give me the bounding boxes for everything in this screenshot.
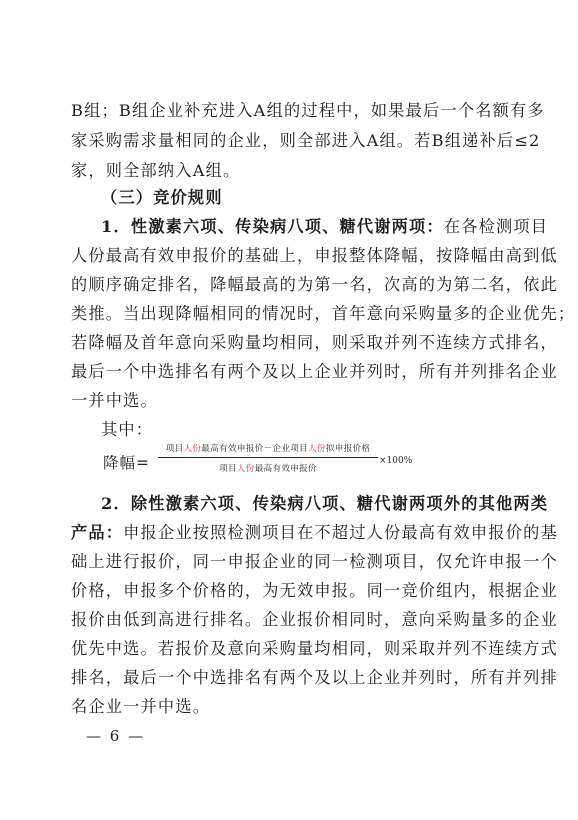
page-number: — 6 — [86, 727, 146, 745]
formula-label: 降幅= [103, 454, 150, 472]
formula-text: 最高有效申报价 [254, 464, 317, 474]
body-line: 名企业一并中选。 [71, 697, 211, 716]
body-line: 家，则全部纳入A组。 [71, 161, 241, 180]
formula-highlight: 人份 [308, 444, 326, 454]
body-line: 若降幅及首年意向采购量均相同，则采取并列不连续方式排名， [71, 333, 558, 352]
formula-highlight: 人份 [183, 444, 202, 454]
formula-text: 最高有效申报价－企业项目 [201, 444, 309, 454]
fraction-bar [158, 457, 378, 458]
body-line: 人份最高有效申报价的基础上，申报整体降幅，按降幅由高到低 [71, 246, 558, 265]
body-line: 报价由低到高进行排名。企业报价相同时，意向采购量多的企业 [71, 610, 558, 629]
body-line: 排名，最后一个中选排名有两个及以上企业并列时，所有并列排 [71, 668, 558, 687]
item-lead-text: 在各检测项目 [443, 217, 549, 236]
formula-text: 拟申报价格 [325, 444, 371, 454]
formula-highlight: 人份 [236, 464, 255, 474]
formula-denominator [158, 462, 378, 474]
section-heading: （三）竞价规则 [101, 188, 223, 207]
body-line: 价格，申报多个价格的，为无效申报。同一竞价组内，根据企业 [71, 581, 558, 600]
body-line: 最后一个中选排名有两个及以上企业并列时，所有并列排名企业 [71, 362, 558, 381]
qizhong-label: 其中： [101, 420, 154, 439]
body-line: 的顺序确定排名，降幅最高的为第一名，次高的为第二名，依此 [71, 275, 558, 294]
body-line: 家采购需求量相同的企业，则全部进入A组。若B组递补后≤2 [71, 131, 541, 150]
formula-multiplier: ×100% [379, 456, 413, 466]
body-line: B组；B组企业补充进入A组的过程中，如果最后一个名额有多 [71, 101, 545, 120]
formula-numerator [158, 442, 378, 454]
formula-fraction [158, 442, 378, 474]
item-lead-bold: 产品： [71, 523, 124, 542]
formula-text: 项目 [219, 464, 237, 474]
item-lead-text: 申报企业按照检测项目在不超过人份最高有效申报价的基 [123, 523, 558, 542]
body-line: 优先中选。若报价及意向采购量均相同，则采取并列不连续方式 [71, 639, 558, 658]
formula-text: 项目 [165, 444, 184, 454]
body-line: 础上进行报价，同一申报企业的同一检测项目，仅允许申报一个 [71, 552, 558, 571]
item-heading: 2．除性激素六项、传染病八项、糖代谢两项外的其他两类 [101, 494, 549, 513]
item-lead-bold: 1．性激素六项、传染病八项、糖代谢两项： [101, 217, 444, 236]
body-line: 一并中选。 [71, 391, 158, 410]
body-line-lead [71, 523, 558, 543]
body-line-lead [101, 217, 548, 237]
body-line: 类推。当出现降幅相同的情况时，首年意向采购量多的企业优先； [71, 304, 576, 323]
